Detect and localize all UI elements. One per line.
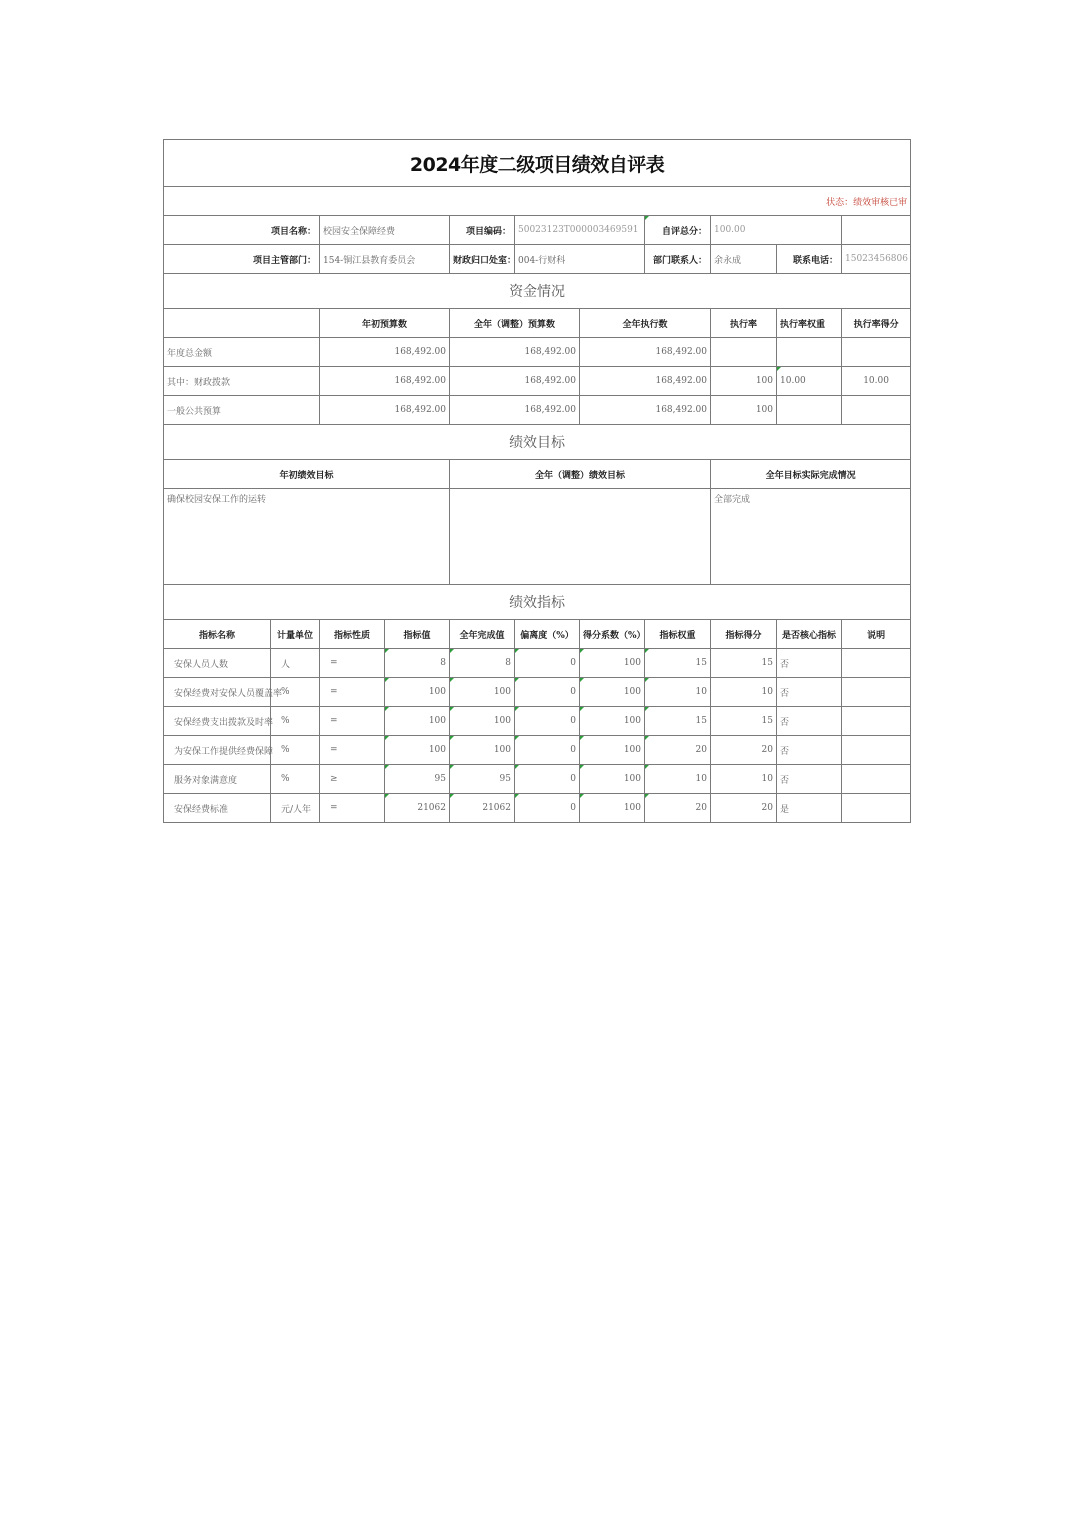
indicator-header: 全年完成值: [450, 620, 515, 649]
indicator-cell: =: [320, 794, 385, 823]
funds-cell: 168,492.00: [580, 367, 711, 396]
indicator-cell: 10: [711, 765, 777, 794]
indicator-cell: 100: [580, 707, 645, 736]
indicator-row: [164, 678, 911, 707]
indicator-cell: 100: [450, 707, 515, 736]
indicator-cell: %: [271, 707, 320, 736]
indicator-cell: [842, 794, 911, 823]
finance-office-value: 004-行财科: [515, 245, 645, 274]
indicator-cell: 8: [385, 649, 450, 678]
project-name-label: 项目名称：: [164, 216, 320, 245]
funds-row-label: 其中：财政拨款: [164, 367, 320, 396]
indicator-cell: 否: [777, 765, 842, 794]
indicator-cell: =: [320, 707, 385, 736]
indicators-body: [164, 649, 911, 823]
indicator-header: 指标值: [385, 620, 450, 649]
funds-cell: [842, 338, 911, 367]
dept-value: 154-铜江县教育委员会: [320, 245, 450, 274]
indicator-cell: [842, 736, 911, 765]
funds-cell: 10.00: [777, 367, 842, 396]
funds-cell: 168,492.00: [580, 338, 711, 367]
indicator-cell: 100: [385, 736, 450, 765]
funds-row: [164, 338, 911, 367]
indicator-cell: [842, 765, 911, 794]
indicator-cell: 0: [515, 707, 580, 736]
funds-cell: 168,492.00: [580, 396, 711, 425]
indicator-cell: %: [271, 765, 320, 794]
funds-cell: [777, 338, 842, 367]
funds-cell: 168,492.00: [450, 367, 580, 396]
funds-cell: [711, 338, 777, 367]
funds-cell: 168,492.00: [320, 396, 450, 425]
indicator-cell: 0: [515, 649, 580, 678]
funds-cell: 168,492.00: [320, 367, 450, 396]
indicator-cell: 10: [645, 678, 711, 707]
indicator-cell: 10: [711, 678, 777, 707]
funds-cell: 100: [711, 367, 777, 396]
contact-person-label: 部门联系人：: [645, 245, 711, 274]
funds-header: 执行率权重: [777, 309, 842, 338]
indicator-header: 说明: [842, 620, 911, 649]
indicator-name-cell: 安保经费标准: [164, 794, 271, 823]
funds-header: 执行率: [711, 309, 777, 338]
indicator-cell: 20: [711, 794, 777, 823]
indicator-cell: =: [320, 736, 385, 765]
initial-goal-text: 确保校园安保工作的运转: [164, 489, 450, 585]
indicator-row: [164, 765, 911, 794]
indicator-name-cell: 为安保工作提供经费保障: [164, 736, 271, 765]
self-evaluation-sheet: [163, 139, 910, 823]
indicator-name-cell: 服务对象满意度: [164, 765, 271, 794]
indicator-header: 指标权重: [645, 620, 711, 649]
goals-header: 全年（调整）绩效目标: [450, 460, 711, 489]
funds-row-label: 一般公共预算: [164, 396, 320, 425]
indicator-header: 是否核心指标: [777, 620, 842, 649]
indicator-name-cell: 安保人员人数: [164, 649, 271, 678]
indicator-cell: 否: [777, 649, 842, 678]
indicator-name-cell: 安保经费对安保人员覆盖率: [164, 678, 271, 707]
indicator-name-cell: 安保经费支出拨款及时率: [164, 707, 271, 736]
self-score-label: 自评总分：: [645, 216, 711, 245]
project-code-value: 50023123T000003469591: [515, 216, 645, 245]
indicator-header: 偏离度（%）: [515, 620, 580, 649]
indicator-cell: =: [320, 678, 385, 707]
indicator-cell: 100: [450, 678, 515, 707]
indicator-cell: 15: [711, 707, 777, 736]
indicator-row: [164, 649, 911, 678]
indicator-cell: 15: [645, 707, 711, 736]
goals-header: 年初绩效目标: [164, 460, 450, 489]
indicator-cell: 否: [777, 678, 842, 707]
page-title: 2024年度二级项目绩效自评表: [164, 140, 911, 187]
funds-cell: 168,492.00: [450, 338, 580, 367]
indicator-cell: 100: [580, 678, 645, 707]
indicator-cell: 15: [645, 649, 711, 678]
funds-header: [164, 309, 320, 338]
indicator-cell: 是: [777, 794, 842, 823]
indicator-cell: 0: [515, 794, 580, 823]
funds-cell: 100: [711, 396, 777, 425]
funds-cell: [777, 396, 842, 425]
evaluation-table: [163, 139, 911, 823]
indicator-header: 得分系数（%）: [580, 620, 645, 649]
indicator-cell: 100: [450, 736, 515, 765]
indicator-cell: 100: [580, 649, 645, 678]
indicator-cell: 20: [645, 794, 711, 823]
indicator-cell: 10: [645, 765, 711, 794]
indicator-cell: 15: [711, 649, 777, 678]
indicator-cell: 否: [777, 707, 842, 736]
indicator-cell: %: [271, 678, 320, 707]
phone-value: 15023456806: [842, 245, 911, 274]
indicator-cell: [842, 707, 911, 736]
project-name-value: 校园安全保障经费: [320, 216, 450, 245]
indicator-cell: 100: [580, 765, 645, 794]
indicators-header-row: [164, 620, 911, 649]
indicator-cell: [842, 649, 911, 678]
indicator-cell: ≥: [320, 765, 385, 794]
funds-cell: 168,492.00: [320, 338, 450, 367]
indicator-cell: =: [320, 649, 385, 678]
indicator-cell: 20: [645, 736, 711, 765]
indicator-cell: 95: [450, 765, 515, 794]
indicator-cell: 0: [515, 765, 580, 794]
indicator-row: [164, 794, 911, 823]
indicator-cell: 100: [385, 678, 450, 707]
empty-cell: [842, 216, 911, 245]
funds-header: 全年执行数: [580, 309, 711, 338]
funds-header: 执行率得分: [842, 309, 911, 338]
indicator-cell: 21062: [385, 794, 450, 823]
goals-header: 全年目标实际完成情况: [711, 460, 911, 489]
goal-completion-text: 全部完成: [711, 489, 911, 585]
indicator-row: [164, 736, 911, 765]
status-badge: 状态：绩效审核已审: [164, 187, 911, 216]
indicator-cell: 否: [777, 736, 842, 765]
funds-row-label: 年度总金额: [164, 338, 320, 367]
indicator-cell: 20: [711, 736, 777, 765]
funds-cell: 168,492.00: [450, 396, 580, 425]
indicator-cell: 0: [515, 678, 580, 707]
funds-row: [164, 396, 911, 425]
indicator-cell: %: [271, 736, 320, 765]
funds-cell: [842, 396, 911, 425]
funds-row: [164, 367, 911, 396]
indicator-header: 指标名称: [164, 620, 271, 649]
indicator-row: [164, 707, 911, 736]
funds-section-title: 资金情况: [164, 274, 911, 309]
funds-cell: 10.00: [842, 367, 911, 396]
dept-label: 项目主管部门：: [164, 245, 320, 274]
indicator-cell: 100: [385, 707, 450, 736]
indicators-section-title: 绩效指标: [164, 585, 911, 620]
phone-label: 联系电话：: [777, 245, 842, 274]
self-score-value: 100.00: [711, 216, 842, 245]
indicator-cell: 21062: [450, 794, 515, 823]
goals-section-title: 绩效目标: [164, 425, 911, 460]
indicator-cell: [842, 678, 911, 707]
indicator-header: 指标得分: [711, 620, 777, 649]
indicator-cell: 95: [385, 765, 450, 794]
indicator-cell: 100: [580, 736, 645, 765]
project-code-label: 项目编码：: [450, 216, 515, 245]
finance-office-label: 财政归口处室：: [450, 245, 515, 274]
indicator-header: 计量单位: [271, 620, 320, 649]
funds-header: 年初预算数: [320, 309, 450, 338]
indicator-cell: 元/人年: [271, 794, 320, 823]
indicator-cell: 人: [271, 649, 320, 678]
funds-header: 全年（调整）预算数: [450, 309, 580, 338]
adjusted-goal-text: [450, 489, 711, 585]
indicator-cell: 100: [580, 794, 645, 823]
contact-person-value: 余永成: [711, 245, 777, 274]
indicator-cell: 0: [515, 736, 580, 765]
indicator-header: 指标性质: [320, 620, 385, 649]
indicator-cell: 8: [450, 649, 515, 678]
